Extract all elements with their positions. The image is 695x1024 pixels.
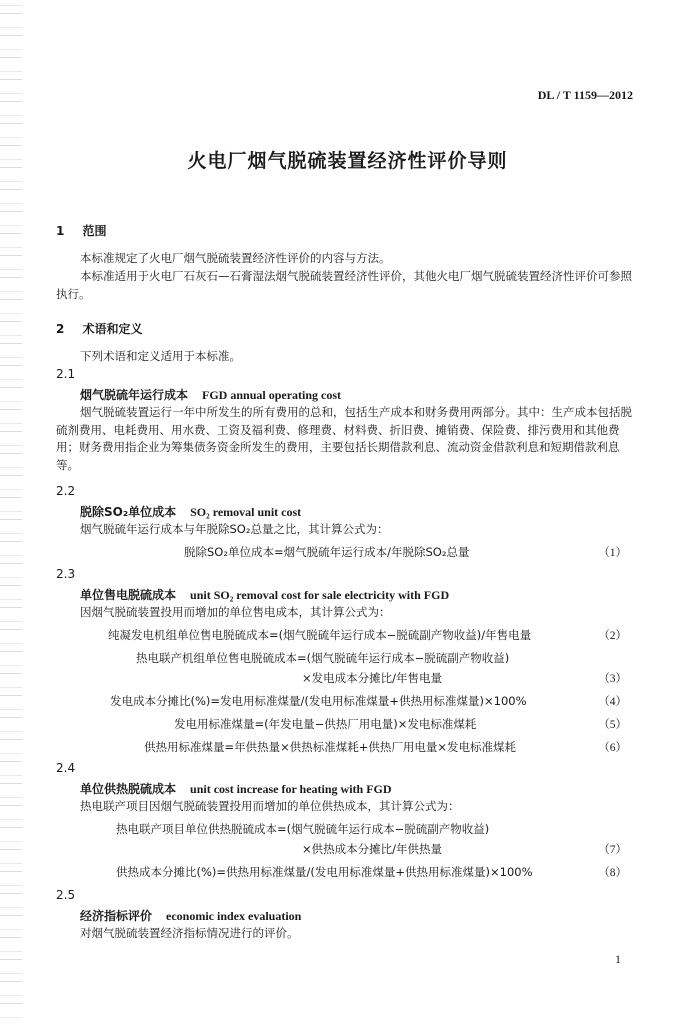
- section-number: 2: [56, 322, 65, 336]
- term-zh: 单位供热脱硫成本: [80, 782, 177, 796]
- equation-1-number: （1）: [598, 547, 627, 559]
- section-number: 1: [56, 224, 65, 238]
- term-zh: 经济指标评价: [80, 909, 153, 923]
- standard-code: DL / T 1159—2012: [537, 88, 633, 102]
- equation-7-number: （7）: [598, 844, 627, 856]
- section-1-para-2: 本标准适用于火电厂石灰石—石膏湿法烟气脱硫装置经济性评价，其他火电厂烟气脱硫装置经济性评价可参照执行。: [56, 269, 632, 301]
- equation-3-number: （3）: [598, 673, 627, 685]
- equation-5: 发电用标准煤量=(年发电量−供热厂用电量)×发电标准煤耗: [174, 717, 477, 731]
- equation-8-number: （8）: [598, 867, 627, 879]
- term-2-3-title: [80, 586, 449, 603]
- term-zh: 单位售电脱硫成本: [80, 588, 177, 602]
- term-2-5-definition: 对烟气脱硫装置经济指标情况进行的评价。: [80, 926, 299, 940]
- term-en: SO₂ removal unit cost: [190, 505, 302, 519]
- term-en: economic index evaluation: [166, 909, 302, 923]
- equation-4: 发电成本分摊比(%)=发电用标准煤量/(发电用标准煤量+供热用标准煤量)×100%: [110, 694, 527, 708]
- term-en: unit cost increase for heating with FGD: [190, 782, 392, 796]
- equation-3-line-1: 热电联产机组单位售电脱硫成本=(烟气脱硫年运行成本−脱硫副产物收益): [136, 651, 510, 665]
- term-zh: 脱除SO₂单位成本: [80, 505, 177, 519]
- section-title: 术语和定义: [82, 322, 143, 336]
- equation-8: 供热成本分摊比(%)=供热用标准煤量/(发电用标准煤量+供热用标准煤量)×100%: [116, 865, 533, 879]
- section-1-para-1: 本标准规定了火电厂烟气脱硫装置经济性评价的内容与方法。: [80, 251, 391, 265]
- page-title: 火电厂烟气脱硫装置经济性评价导则: [187, 150, 508, 172]
- equation-1: 脱除SO₂单位成本=烟气脱硫年运行成本/年脱除SO₂总量: [184, 545, 470, 559]
- term-en: FGD annual operating cost: [202, 388, 342, 402]
- term-en: unit SO₂ removal cost for sale electricity with FGD: [190, 588, 450, 602]
- term-2-5-title: [80, 907, 301, 924]
- section-title: 范围: [82, 224, 107, 238]
- term-zh: 烟气脱硫年运行成本: [80, 388, 189, 402]
- equation-2: 纯凝发电机组单位售电脱硫成本=(烟气脱硫年运行成本−脱硫副产物收益)/年售电量: [108, 628, 532, 642]
- term-2-2-definition: 烟气脱硫年运行成本与年脱除SO₂总量之比，其计算公式为：: [80, 522, 389, 536]
- equation-4-number: （4）: [598, 696, 627, 708]
- equation-2-number: （2）: [598, 630, 627, 642]
- equation-3-line-2: ×发电成本分摊比/年售电量: [302, 671, 443, 685]
- equation-6: 供热用标准煤量=年供热量×供热标准煤耗+供热厂用电量×发电标准煤耗: [144, 740, 517, 754]
- term-2-1-number: 2.1: [56, 367, 76, 381]
- equation-5-number: （5）: [598, 719, 627, 731]
- section-1-heading: [56, 222, 107, 239]
- equation-6-number: （6）: [598, 742, 627, 754]
- term-2-2-number: 2.2: [56, 484, 76, 498]
- term-2-5-number: 2.5: [56, 888, 76, 902]
- section-2-intro: 下列术语和定义适用于本标准。: [80, 349, 241, 363]
- term-2-4-number: 2.4: [56, 761, 76, 775]
- equation-7-line-2: ×供热成本分摊比/年供热量: [302, 842, 443, 856]
- page-number: 1: [615, 952, 621, 966]
- term-2-4-title: [80, 780, 392, 797]
- section-2-heading: [56, 320, 143, 337]
- term-2-3-definition: 因烟气脱硫装置投用而增加的单位售电成本，其计算公式为：: [80, 605, 391, 619]
- term-2-2-title: [80, 503, 301, 520]
- term-2-3-number: 2.3: [56, 567, 76, 581]
- term-2-1-definition: 烟气脱硫装置运行一年中所发生的所有费用的总和，包括生产成本和财务费用两部分。其中：生产成本包括脱硫剂费用、电耗费用、用水费、工资及福利费、修理费、材料费、折旧费、摊销费、保险费、排污费用和其他费用；财务费用指企业为筹集债务资金所发生的费用，主要包括长期借款利息、流动资金借款利息和短期借款利息等。: [56, 405, 632, 472]
- equation-7-line-1: 热电联产项目单位供热脱硫成本=(烟气脱硫年运行成本−脱硫副产物收益): [116, 822, 490, 836]
- term-2-4-definition: 热电联产项目因烟气脱硫装置投用而增加的单位供热成本，其计算公式为：: [80, 799, 460, 813]
- term-2-1-title: [80, 386, 341, 403]
